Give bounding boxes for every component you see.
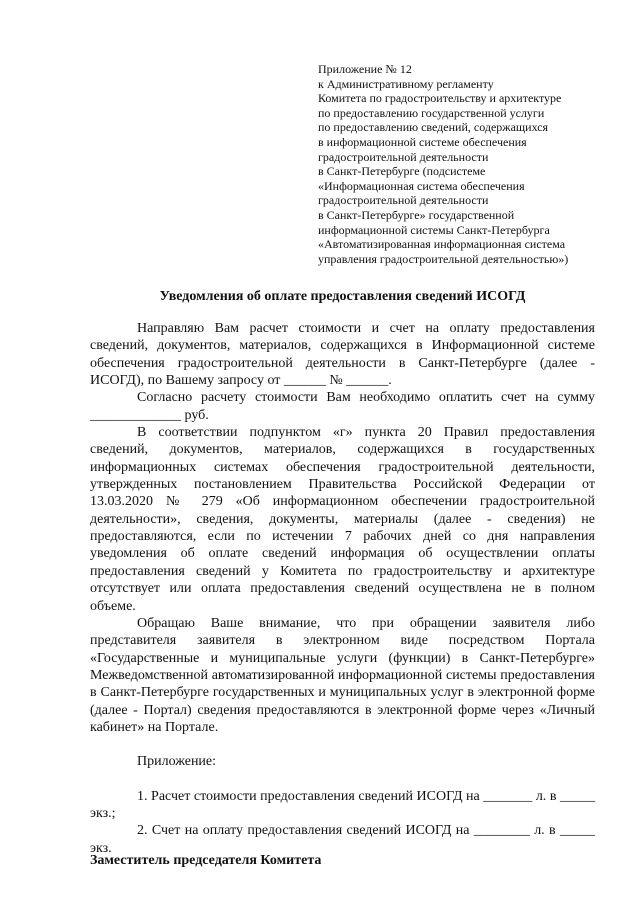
appendix-line: градостроительной деятельности — [318, 193, 489, 208]
appendix-line: Комитета по градостроительству и архитектуре — [318, 91, 562, 106]
appendix-line: «Автоматизированная информационная система — [318, 237, 566, 252]
appendix-line: «Информационная система обеспечения — [318, 178, 525, 193]
appendix-line: градостроительной деятельности — [318, 149, 489, 164]
appendix-line: управления градостроительной деятельностью») — [318, 251, 569, 266]
appendix-line: в Санкт-Петербурге» государственной — [318, 207, 515, 222]
paragraph-request: Направляю Вам расчет стоимости и счет на оплату предоставления сведений, документов, материалов, содержащихся в Информационной системе обеспечения градостроительной деятельности в Санкт-Петербурге (далее - ИСОГД), по Вашему запросу от ______ № ______. — [90, 321, 595, 389]
appendix-header — [318, 62, 618, 266]
attachment-label: Приложение: — [137, 754, 217, 770]
appendix-line: в информационной системе обеспечения — [318, 134, 527, 149]
appendix-line: в Санкт-Петербурге (подсистеме — [318, 164, 486, 179]
appendix-line: информационной системы Санкт-Петербурга — [318, 222, 550, 237]
appendix-line: по предоставлению государственной услуги — [318, 105, 545, 120]
attachment-item: 1. Расчет стоимости предоставления сведений ИСОГД на _______ л. в _____ экз.; — [90, 788, 595, 821]
document-body — [90, 320, 595, 857]
attachment-item: 2. Счет на оплату предоставления сведений ИСОГД на ________ л. в _____ экз. — [90, 823, 595, 856]
appendix-line: по предоставлению сведений, содержащихся — [318, 120, 549, 135]
paragraph-rules: В соответствии подпунктом «г» пункта 20 Правил предоставления сведений, документов, материалов, содержащихся в государственных информационных системах обеспечения градостроительной деятельности, утвержденных постановлением Правительства Российской Федерации от 13.03.2020 № 279 «Об информационном обеспечении градостроительной деятельности», сведения, документы, материалы (далее - сведения) не предоставляются, если по истечении 7 рабочих дней со дня направления уведомления об оплате сведений информация об осуществлении оплаты предоставления сведений у Комитета по градостроительству и архитектуре отсутствует или оплата предоставления сведений осуществлена не в полном объеме. — [90, 425, 595, 614]
appendix-line: Приложение № 12 — [318, 62, 412, 76]
paragraph-portal: Обращаю Ваше внимание, что при обращении заявителя либо представителя заявителя в электронном виде посредством Портала «Государственные и муниципальные услуги (функции) в Санкт-Петербурге» Межведомственной автоматизированной информационной системы предоставления в Санкт-Петербурге государственных и муниципальных услуг в электронной форме (далее - Портал) сведения предоставляются в электронной форме через «Личный кабинет» на Портале. — [90, 615, 595, 735]
appendix-line: к Административному регламенту — [318, 76, 494, 91]
document-title: Уведомления об оплате предоставления сведений ИСОГД — [159, 289, 526, 304]
paragraph-amount: Согласно расчету стоимости Вам необходимо оплатить счет на сумму _____________ руб. — [90, 390, 595, 423]
signature-title: Заместитель председателя Комитета — [90, 853, 322, 868]
